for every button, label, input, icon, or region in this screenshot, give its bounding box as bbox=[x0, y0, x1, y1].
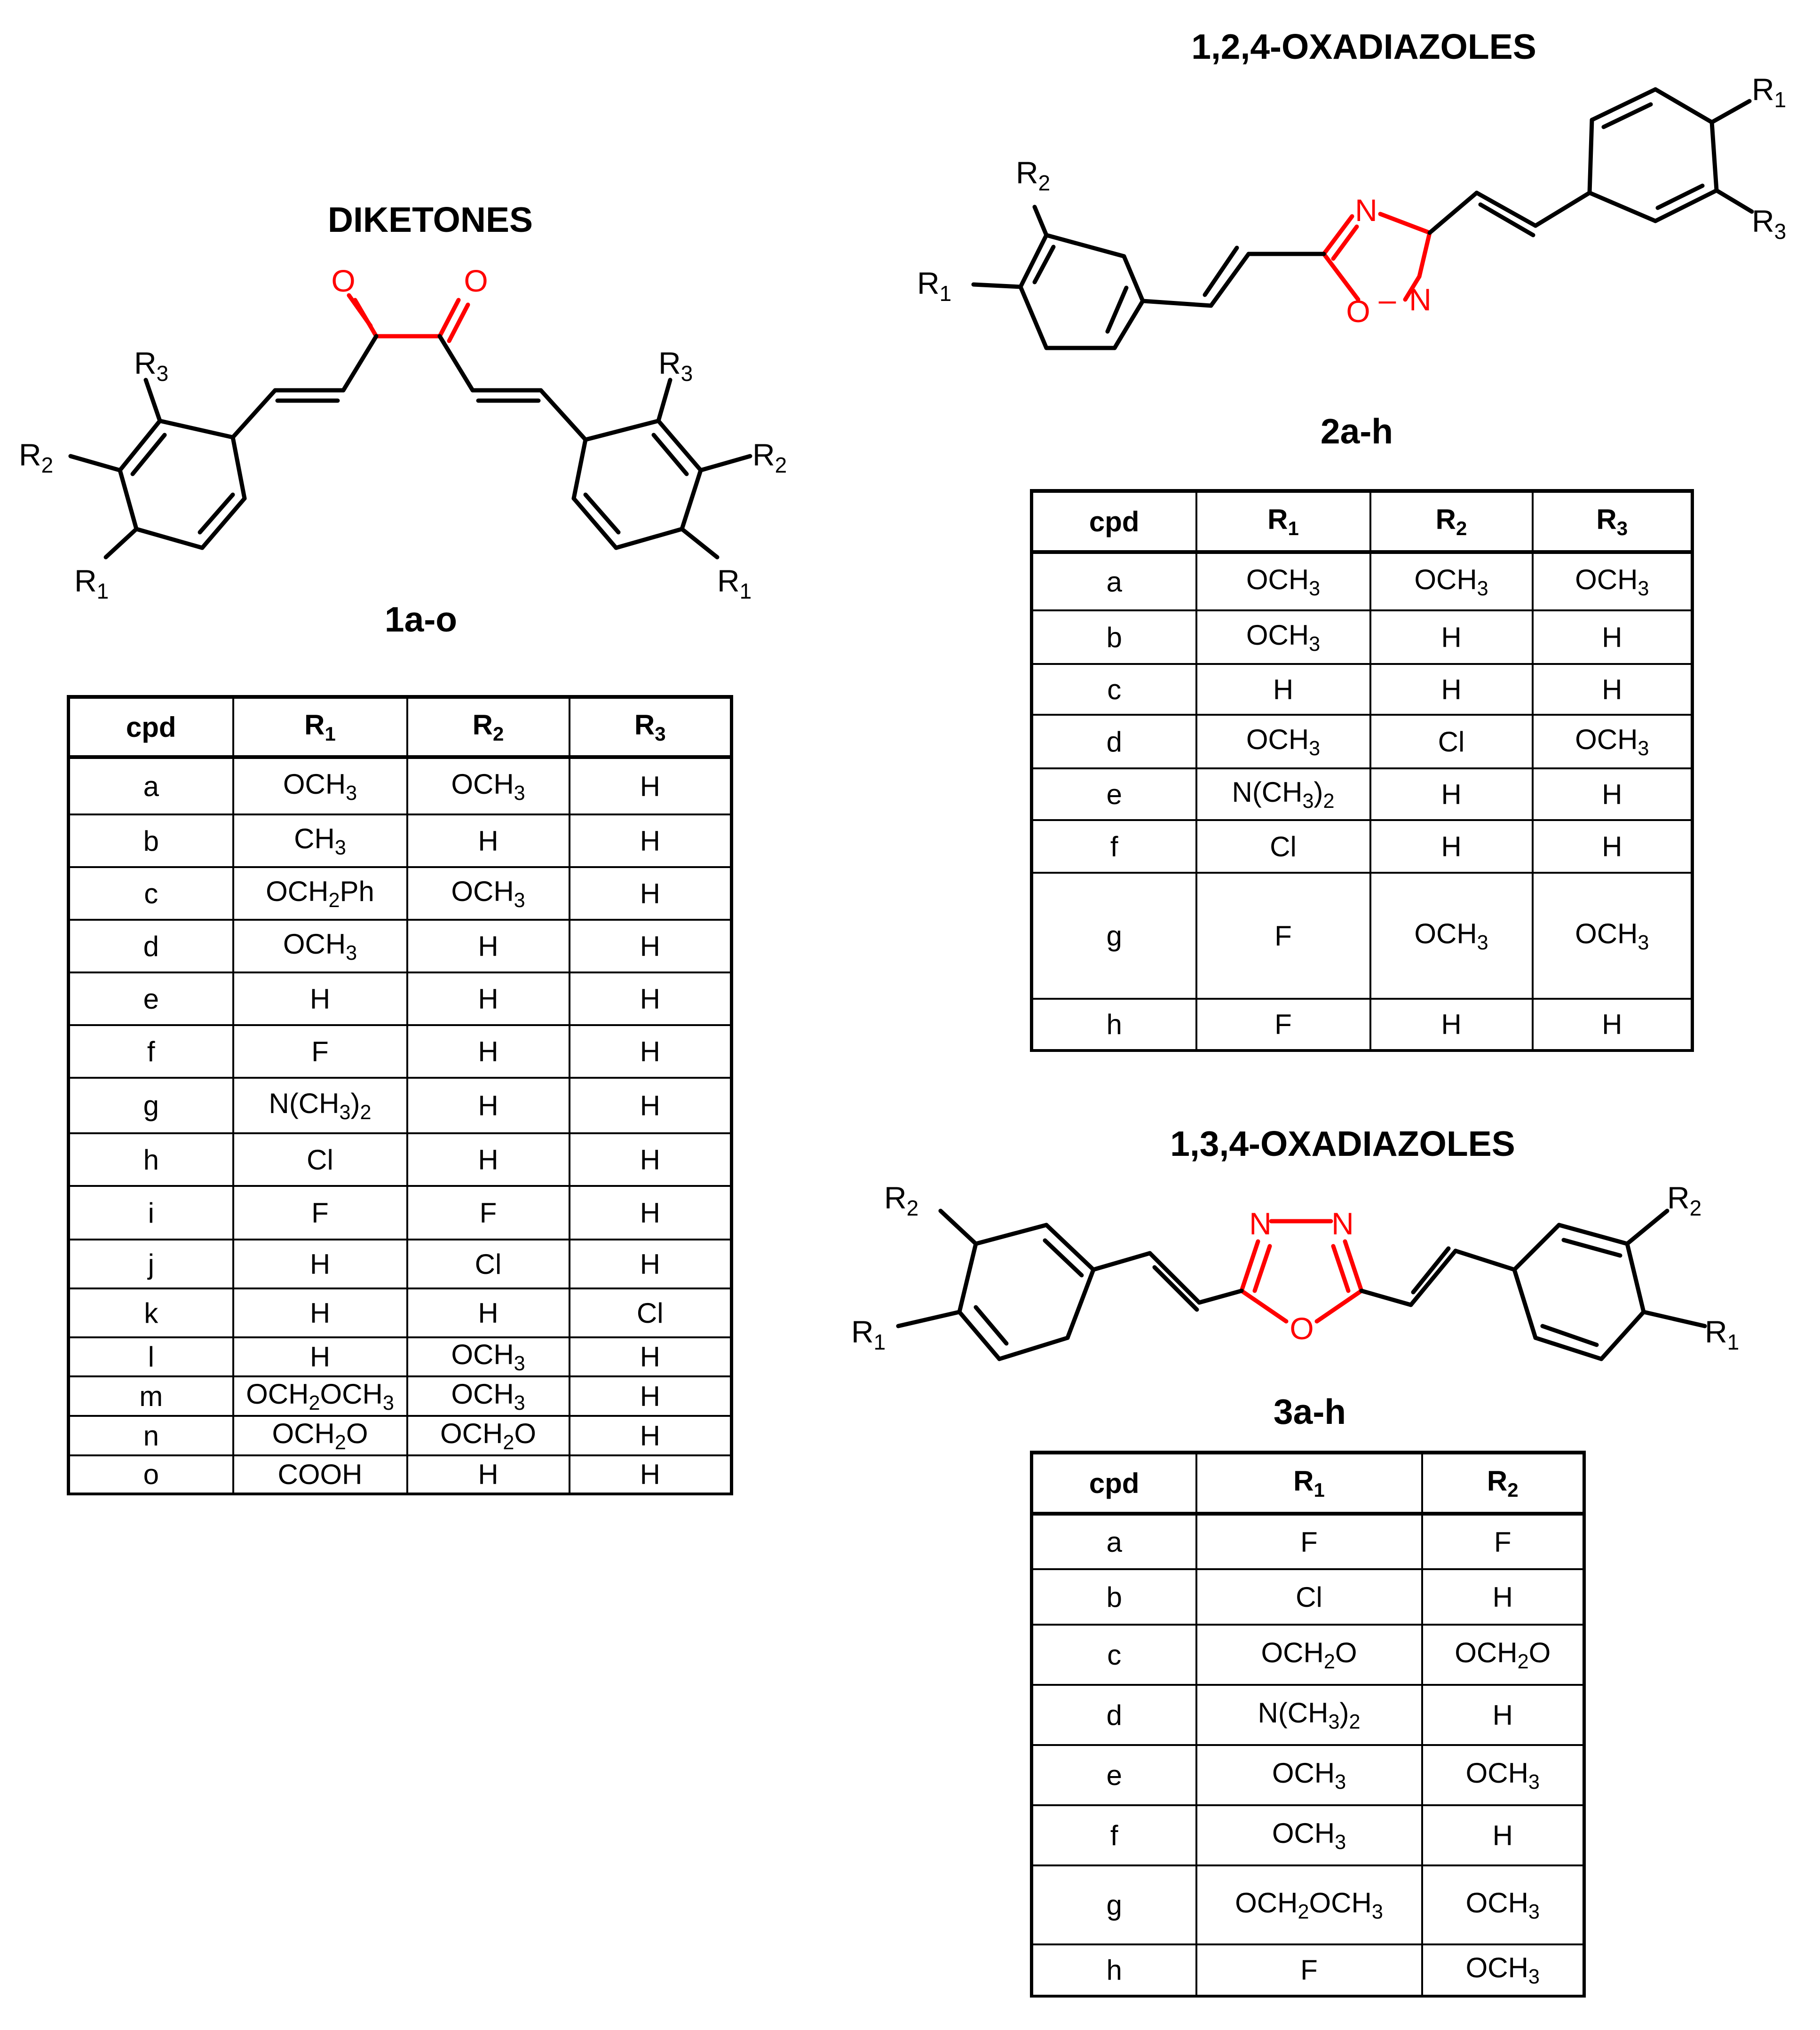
compound-id-cell: o bbox=[69, 1455, 233, 1494]
substituent-cell: H bbox=[1533, 664, 1693, 715]
substituent-cell: F bbox=[1422, 1514, 1584, 1569]
substituent-cell: H bbox=[570, 920, 732, 972]
compound-id-cell: h bbox=[69, 1133, 233, 1186]
substituent-cell: Cl bbox=[407, 1240, 570, 1288]
table-row bbox=[1032, 999, 1693, 1051]
substituent-cell: $OCH_3$ bbox=[233, 757, 407, 814]
substituent-cell: F bbox=[1196, 999, 1370, 1051]
oxadiazole-124-right-r3: $R_3$ bbox=[1752, 204, 1787, 244]
oxadiazole-124-o1: O bbox=[1346, 294, 1370, 329]
compound-id-cell: a bbox=[1032, 1514, 1196, 1569]
substituent-cell: $N(CH_3)_2$ bbox=[1196, 1685, 1422, 1745]
compound-id-cell: d bbox=[69, 920, 233, 972]
oxadiazoles-134-title: 1,3,4-OXADIAZOLES bbox=[1170, 1124, 1515, 1163]
oxadiazoles-134-compound-label: 3a-h bbox=[1273, 1392, 1346, 1431]
substituent-cell: $OCH_2O$ bbox=[233, 1416, 407, 1455]
table-row bbox=[1032, 664, 1693, 715]
table-row bbox=[69, 1025, 732, 1078]
table-row bbox=[1032, 1805, 1584, 1865]
table-row bbox=[69, 1240, 732, 1288]
substituent-cell: H bbox=[1370, 768, 1533, 820]
substituent-cell: F bbox=[233, 1186, 407, 1240]
oxadiazoles-124-title: 1,2,4-OXADIAZOLES bbox=[1191, 27, 1536, 66]
substituent-cell: H bbox=[407, 1288, 570, 1337]
table-row bbox=[1032, 1625, 1584, 1685]
oxadiazole-134-o1: O bbox=[1290, 1311, 1314, 1346]
substituent-cell: $OCH_2Ph$ bbox=[233, 867, 407, 920]
substituent-cell: $OCH_3$ bbox=[407, 757, 570, 814]
substituent-cell: $OCH_3$ bbox=[1196, 552, 1370, 610]
oxadiazole-134-left-r1: $R_1$ bbox=[851, 1314, 886, 1354]
diketone-right-r1: $R_1$ bbox=[717, 563, 752, 603]
oxadiazole-124-right-r1: $R_1$ bbox=[1752, 72, 1787, 112]
table-row bbox=[1032, 1865, 1584, 1944]
compound-id-cell: b bbox=[69, 814, 233, 867]
table-row bbox=[69, 920, 732, 972]
table-row bbox=[1032, 1569, 1584, 1625]
compound-id-cell: i bbox=[69, 1186, 233, 1240]
substituent-cell: Cl bbox=[570, 1288, 732, 1337]
substituent-cell: H bbox=[570, 1240, 732, 1288]
column-header-r2: $R_2$ bbox=[1422, 1453, 1584, 1514]
oxadiazole-134-right-r2: $R_2$ bbox=[1667, 1180, 1702, 1220]
compound-id-cell: l bbox=[69, 1337, 233, 1376]
compound-id-cell: h bbox=[1032, 1944, 1196, 1996]
compound-id-cell: c bbox=[69, 867, 233, 920]
substituent-cell: H bbox=[407, 1078, 570, 1133]
compound-id-cell: e bbox=[69, 972, 233, 1025]
oxadiazole-124-n4: N bbox=[1355, 193, 1377, 228]
substituent-cell: $OCH_3$ bbox=[1370, 873, 1533, 999]
substituent-cell: H bbox=[570, 757, 732, 814]
oxadiazole-124-left-r2: $R_2$ bbox=[1016, 155, 1051, 195]
table-row bbox=[69, 1376, 732, 1416]
substituent-cell: $OCH_3$ bbox=[407, 1376, 570, 1416]
substituent-cell: $OCH_3$ bbox=[1422, 1865, 1584, 1944]
substituent-cell: $OCH_3$ bbox=[233, 920, 407, 972]
substituent-cell: $OCH_3$ bbox=[407, 867, 570, 920]
column-header-r3: $R_3$ bbox=[570, 697, 732, 757]
substituent-cell: $OCH_3$ bbox=[1196, 1745, 1422, 1805]
substituent-cell: $OCH_3$ bbox=[1196, 610, 1370, 664]
substituent-cell: H bbox=[1533, 999, 1693, 1051]
compound-id-cell: g bbox=[1032, 873, 1196, 999]
compound-id-cell: k bbox=[69, 1288, 233, 1337]
compound-id-cell: a bbox=[69, 757, 233, 814]
table-row bbox=[69, 814, 732, 867]
substituent-cell: $OCH_2O$ bbox=[1422, 1625, 1584, 1685]
table-header-row bbox=[1032, 1453, 1584, 1514]
table-row bbox=[1032, 1514, 1584, 1569]
substituent-cell: H bbox=[1370, 820, 1533, 873]
oxadiazole-124-bond-dash: – bbox=[1378, 282, 1396, 317]
compound-id-cell: m bbox=[69, 1376, 233, 1416]
table-row bbox=[1032, 768, 1693, 820]
substituent-cell: H bbox=[1533, 610, 1693, 664]
substituent-cell: H bbox=[1533, 768, 1693, 820]
diketones-table bbox=[67, 695, 733, 1495]
compound-id-cell: e bbox=[1032, 1745, 1196, 1805]
table-row bbox=[69, 1455, 732, 1494]
substituent-cell: Cl bbox=[1196, 1569, 1422, 1625]
diketones-compound-label: 1a-o bbox=[384, 600, 458, 639]
substituent-cell: H bbox=[407, 814, 570, 867]
substituent-cell: F bbox=[407, 1186, 570, 1240]
substituent-cell: Cl bbox=[233, 1133, 407, 1186]
substituent-cell: COOH bbox=[233, 1455, 407, 1494]
substituent-cell: Cl bbox=[1196, 820, 1370, 873]
oxadiazoles-124-compound-label: 2a-h bbox=[1320, 411, 1393, 451]
substituent-cell: H bbox=[1422, 1685, 1584, 1745]
table-row bbox=[69, 1288, 732, 1337]
column-header-cpd: cpd bbox=[1032, 491, 1196, 552]
column-header-r1: $R_1$ bbox=[1196, 1453, 1422, 1514]
substituent-cell: H bbox=[570, 1416, 732, 1455]
substituent-cell: H bbox=[570, 1455, 732, 1494]
substituent-cell: F bbox=[1196, 1944, 1422, 1996]
compound-id-cell: a bbox=[1032, 552, 1196, 610]
oxadiazoles-134-table bbox=[1030, 1451, 1586, 1998]
substituent-cell: $OCH_2OCH_3$ bbox=[233, 1376, 407, 1416]
diketone-bonds bbox=[71, 336, 750, 557]
oxadiazole-124-n2: N bbox=[1409, 282, 1432, 317]
substituent-cell: H bbox=[407, 1133, 570, 1186]
substituent-cell: $OCH_3$ bbox=[1422, 1944, 1584, 1996]
table-header-row bbox=[1032, 491, 1693, 552]
substituent-cell: $OCH_3$ bbox=[1422, 1745, 1584, 1805]
table-row bbox=[1032, 1944, 1584, 1996]
substituent-cell: H bbox=[407, 1455, 570, 1494]
substituent-cell: H bbox=[407, 1025, 570, 1078]
table-row bbox=[69, 1133, 732, 1186]
diketones-structure bbox=[71, 295, 750, 557]
compound-id-cell: d bbox=[1032, 715, 1196, 768]
substituent-cell: H bbox=[570, 1133, 732, 1186]
compound-id-cell: f bbox=[1032, 820, 1196, 873]
compound-id-cell: f bbox=[69, 1025, 233, 1078]
substituent-cell: H bbox=[1196, 664, 1370, 715]
substituent-cell: H bbox=[233, 1240, 407, 1288]
compound-id-cell: h bbox=[1032, 999, 1196, 1051]
substituent-cell: H bbox=[570, 1337, 732, 1376]
compound-id-cell: j bbox=[69, 1240, 233, 1288]
column-header-cpd: cpd bbox=[69, 697, 233, 757]
table-row bbox=[1032, 820, 1693, 873]
substituent-cell: H bbox=[233, 1288, 407, 1337]
substituent-cell: F bbox=[1196, 1514, 1422, 1569]
oxadiazole-134-left-r2: $R_2$ bbox=[884, 1180, 919, 1220]
substituent-cell: $N(CH_3)_2$ bbox=[1196, 768, 1370, 820]
table-row bbox=[1032, 715, 1693, 768]
substituent-cell: $OCH_2OCH_3$ bbox=[1196, 1865, 1422, 1944]
table-row bbox=[69, 972, 732, 1025]
compound-id-cell: c bbox=[1032, 664, 1196, 715]
diketone-oxygen-2: O bbox=[464, 263, 488, 298]
column-header-r2: $R_2$ bbox=[1370, 491, 1533, 552]
substituent-cell: F bbox=[233, 1025, 407, 1078]
table-row bbox=[69, 1078, 732, 1133]
table-header-row bbox=[69, 697, 732, 757]
compound-id-cell: g bbox=[69, 1078, 233, 1133]
table-row bbox=[1032, 552, 1693, 610]
substituent-cell: H bbox=[570, 1078, 732, 1133]
diketone-right-r2: $R_2$ bbox=[752, 437, 787, 477]
oxadiazole-134-n4: N bbox=[1331, 1206, 1354, 1241]
substituent-cell: $OCH_2O$ bbox=[407, 1416, 570, 1455]
substituent-cell: H bbox=[233, 972, 407, 1025]
substituent-cell: F bbox=[1196, 873, 1370, 999]
oxadiazole-134-n3: N bbox=[1249, 1206, 1272, 1241]
substituent-cell: $OCH_3$ bbox=[1196, 1805, 1422, 1865]
substituent-cell: H bbox=[407, 920, 570, 972]
diketone-left-r2: $R_2$ bbox=[19, 437, 54, 477]
substituent-cell: $OCH_3$ bbox=[1370, 552, 1533, 610]
substituent-cell: H bbox=[1370, 610, 1533, 664]
column-header-r1: $R_1$ bbox=[1196, 491, 1370, 552]
table-row bbox=[69, 757, 732, 814]
table-row bbox=[69, 1416, 732, 1455]
substituent-cell: H bbox=[570, 867, 732, 920]
substituent-cell: H bbox=[233, 1337, 407, 1376]
substituent-cell: $OCH_3$ bbox=[1196, 715, 1370, 768]
compound-id-cell: g bbox=[1032, 1865, 1196, 1944]
column-header-cpd: cpd bbox=[1032, 1453, 1196, 1514]
substituent-cell: H bbox=[570, 1025, 732, 1078]
substituent-cell: H bbox=[570, 1376, 732, 1416]
compound-id-cell: e bbox=[1032, 768, 1196, 820]
diketone-oxygen-1: O bbox=[331, 263, 356, 298]
compound-id-cell: d bbox=[1032, 1685, 1196, 1745]
compound-id-cell: n bbox=[69, 1416, 233, 1455]
table-row bbox=[1032, 610, 1693, 664]
compound-id-cell: c bbox=[1032, 1625, 1196, 1685]
substituent-cell: H bbox=[407, 972, 570, 1025]
table-row bbox=[1032, 873, 1693, 999]
substituent-cell: $N(CH_3)_2$ bbox=[233, 1078, 407, 1133]
oxadiazoles-124-table bbox=[1030, 489, 1694, 1052]
compound-id-cell: f bbox=[1032, 1805, 1196, 1865]
substituent-cell: $OCH_3$ bbox=[1533, 715, 1693, 768]
table-row bbox=[69, 867, 732, 920]
oxadiazole-134-right-r1: $R_1$ bbox=[1705, 1314, 1740, 1354]
compound-id-cell: b bbox=[1032, 610, 1196, 664]
substituent-cell: H bbox=[1422, 1569, 1584, 1625]
substituent-cell: H bbox=[1533, 820, 1693, 873]
substituent-cell: H bbox=[570, 814, 732, 867]
diketone-left-r3: $R_3$ bbox=[134, 346, 169, 386]
table-row bbox=[1032, 1685, 1584, 1745]
table-row bbox=[69, 1186, 732, 1240]
column-header-r3: $R_3$ bbox=[1533, 491, 1693, 552]
substituent-cell: H bbox=[1370, 999, 1533, 1051]
substituent-cell: H bbox=[1422, 1805, 1584, 1865]
substituent-cell: $OCH_3$ bbox=[1533, 873, 1693, 999]
column-header-r2: $R_2$ bbox=[407, 697, 570, 757]
diketone-right-r3: $R_3$ bbox=[658, 346, 693, 386]
oxadiazole-124-left-r1: $R_1$ bbox=[917, 266, 952, 306]
substituent-cell: Cl bbox=[1370, 715, 1533, 768]
diketone-left-r1: $R_1$ bbox=[74, 563, 109, 603]
compound-id-cell: b bbox=[1032, 1569, 1196, 1625]
substituent-cell: $OCH_3$ bbox=[407, 1337, 570, 1376]
substituent-cell: $OCH_3$ bbox=[1533, 552, 1693, 610]
substituent-cell: $CH_3$ bbox=[233, 814, 407, 867]
table-row bbox=[1032, 1745, 1584, 1805]
table-row bbox=[69, 1337, 732, 1376]
substituent-cell: H bbox=[570, 972, 732, 1025]
substituent-cell: H bbox=[570, 1186, 732, 1240]
substituent-cell: H bbox=[1370, 664, 1533, 715]
diketones-title: DIKETONES bbox=[327, 200, 533, 239]
substituent-cell: $OCH_2O$ bbox=[1196, 1625, 1422, 1685]
column-header-r1: $R_1$ bbox=[233, 697, 407, 757]
diketone-core bbox=[349, 295, 468, 341]
